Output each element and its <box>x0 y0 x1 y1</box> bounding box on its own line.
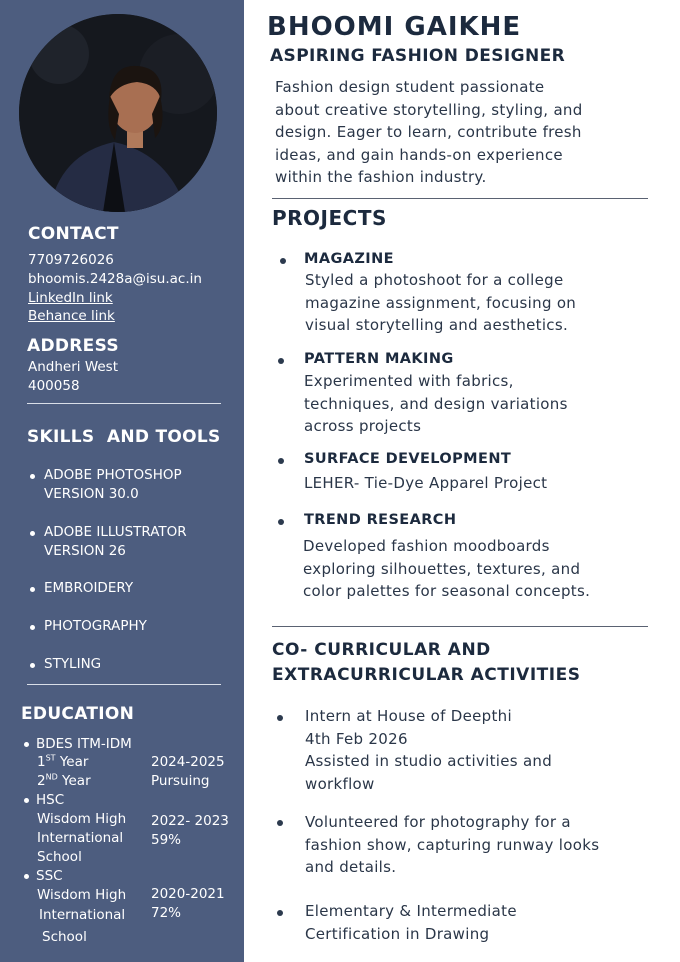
skill-label: ADOBE ILLUSTRATOR <box>44 524 187 540</box>
project-description: Developed fashion moodboards exploring silhouettes, textures, and color palettes for seasonal concepts. <box>303 537 591 600</box>
activity-item: Volunteered for photography for a fashion show, capturing runway looks and details. <box>305 813 600 876</box>
education-date: 2020-2021 <box>151 886 225 902</box>
projects-heading: PROJECTS <box>272 206 387 230</box>
skill-sublabel: VERSION 26 <box>44 543 126 559</box>
bullet-icon <box>24 798 29 803</box>
bullet-icon <box>278 519 284 525</box>
education-year-1: 1ST Year <box>37 753 89 770</box>
education-score: 72% <box>151 905 182 921</box>
sidebar-divider <box>27 403 221 404</box>
email-address[interactable]: bhoomis.2428a@isu.ac.in <box>28 271 202 287</box>
resume-role: ASPIRING FASHION DESIGNER <box>270 46 566 66</box>
bullet-icon <box>30 587 35 592</box>
address-line-2: 400058 <box>28 378 80 394</box>
activities-heading: CO- CURRICULAR AND EXTRACURRICULAR ACTIVITIES <box>272 640 581 685</box>
profile-summary <box>275 76 645 189</box>
education-school: International <box>39 907 126 923</box>
bullet-icon <box>30 474 35 479</box>
bullet-icon <box>277 820 283 826</box>
address-line-1: Andheri West <box>28 359 119 375</box>
bullet-icon <box>24 742 29 747</box>
bullet-icon <box>30 531 35 536</box>
project-description: Styled a photoshoot for a college magazine assignment, focusing on visual storytelling and aesthetics. <box>305 271 577 334</box>
address-heading: ADDRESS <box>27 336 119 356</box>
profile-photo-illustration <box>19 14 217 212</box>
skills-heading: SKILLS AND TOOLS <box>27 427 221 447</box>
section-divider <box>272 198 648 199</box>
linkedin-link[interactable]: LinkedIn link <box>28 290 113 306</box>
summary-line: about creative storytelling, styling, and <box>275 100 583 119</box>
education-degree: BDES ITM-IDM <box>36 736 132 752</box>
bullet-icon <box>278 458 284 464</box>
section-divider <box>272 626 648 627</box>
skill-label: STYLING <box>44 656 102 672</box>
project-description: LEHER- Tie-Dye Apparel Project <box>304 474 548 492</box>
bullet-icon <box>30 663 35 668</box>
resume-name: BHOOMI GAIKHE <box>267 12 522 42</box>
summary-line: within the fashion industry. <box>275 168 487 186</box>
education-date: 2024-2025 <box>151 754 225 770</box>
skill-sublabel: VERSION 30.0 <box>44 486 139 502</box>
education-degree: HSC <box>36 792 65 808</box>
education-score: 59% <box>151 832 182 848</box>
bullet-icon <box>24 874 29 879</box>
education-school: School <box>37 849 82 865</box>
sidebar-divider <box>27 684 221 685</box>
skill-label: EMBROIDERY <box>44 580 134 596</box>
skill-label: ADOBE PHOTOSHOP <box>44 467 182 483</box>
education-school: Wisdom High <box>37 811 127 827</box>
summary-line: Fashion design student passionate <box>275 78 545 96</box>
education-degree: SSC <box>36 868 63 884</box>
behance-link[interactable]: Behance link <box>28 308 115 324</box>
phone-number: 7709726026 <box>28 252 114 268</box>
bullet-icon <box>277 715 283 721</box>
activity-item: Intern at House of Deepthi 4th Feb 2026 Assisted in studio activities and workflow <box>305 707 553 793</box>
project-title: MAGAZINE <box>304 251 394 267</box>
profile-photo <box>19 14 217 212</box>
education-school: School <box>42 929 87 945</box>
project-title: PATTERN MAKING <box>304 351 454 367</box>
project-title: SURFACE DEVELOPMENT <box>304 451 512 467</box>
activity-item: Elementary & Intermediate Certification in Drawing <box>305 902 517 943</box>
contact-heading: CONTACT <box>28 224 119 244</box>
bullet-icon <box>30 625 35 630</box>
education-school: Wisdom High <box>37 887 127 903</box>
project-description: Experimented with fabrics, techniques, and design variations across projects <box>304 372 568 435</box>
education-heading: EDUCATION <box>21 704 135 724</box>
project-title: TREND RESEARCH <box>304 512 457 528</box>
education-year-2: 2ND Year <box>37 772 91 789</box>
summary-line: design. Eager to learn, contribute fresh <box>275 123 582 141</box>
education-school: International <box>37 830 124 846</box>
sidebar <box>0 0 244 962</box>
bullet-icon <box>280 258 286 264</box>
bullet-icon <box>277 910 283 916</box>
summary-line: ideas, and gain hands-on experience <box>275 145 563 164</box>
education-date: 2022- 2023 <box>151 813 229 829</box>
skill-label: PHOTOGRAPHY <box>44 618 147 634</box>
education-status: Pursuing <box>151 773 210 789</box>
bullet-icon <box>278 358 284 364</box>
